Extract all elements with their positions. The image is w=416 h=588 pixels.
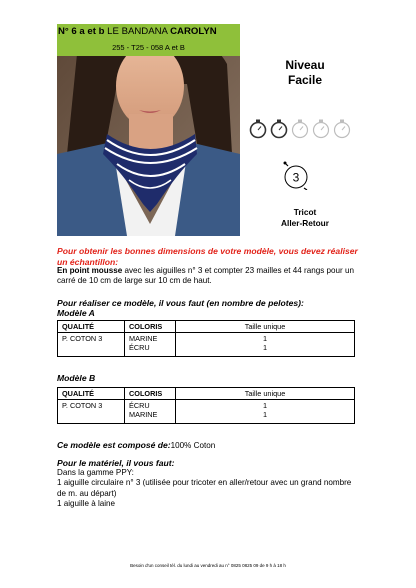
materials-needle: 1 aiguille circulaire n° 3 (utilisée pour tricoter en aller/retour avec un grand nombre de m. au départ) [57, 478, 352, 498]
difficulty-level [250, 58, 360, 88]
requirements-heading: Pour réaliser ce modèle, il vous faut (en nombre de pelotes): [57, 298, 304, 308]
quantity-cell [176, 333, 355, 357]
model-b-label: Modèle B [57, 373, 96, 383]
quality-cell: P. COTON 3 [58, 333, 125, 357]
gauge-stitch: En point mousse [57, 266, 123, 275]
header-colors: COLORIS [125, 388, 176, 400]
materials-list [57, 468, 362, 509]
colors-cell [125, 400, 176, 424]
materials-heading: Pour le matériel, il vous faut: [57, 458, 175, 468]
quantity-value: 1 [262, 401, 268, 410]
needle-size-value: 3 [292, 170, 300, 185]
gauge-description: avec les aiguilles n° 3 et compter 23 mailles et 44 rangs pour un carré de 10 cm de large sur 10 cm de haut. [57, 266, 355, 286]
pattern-number: N° 6 a et b [58, 26, 105, 37]
header-size: Taille unique [176, 321, 355, 333]
materials-range: Dans la gamme PPY: [57, 468, 134, 477]
header-quality: QUALITÉ [58, 321, 125, 333]
footer-contact: Besoin d'un conseil tél. du lundi au vendredi au n° 0825 0825 09 de 9 h à 18 h [130, 563, 286, 568]
table-row [58, 400, 355, 424]
stopwatch-icon [251, 120, 266, 138]
composition-line [57, 435, 362, 453]
header-colors: COLORIS [125, 321, 176, 333]
gauge-text [57, 266, 362, 287]
table-header-row [58, 388, 355, 400]
quality-cell: P. COTON 3 [58, 400, 125, 424]
stopwatch-icon [314, 120, 329, 138]
stopwatch-icon [293, 120, 308, 138]
difficulty-timers [248, 119, 352, 139]
model-b-table [57, 387, 355, 424]
technique-line1: Tricot [293, 207, 317, 217]
needle-size-icon [282, 160, 310, 190]
model-a-label: Modèle A [57, 308, 95, 318]
header-quality: QUALITÉ [58, 388, 125, 400]
stopwatch-icon [272, 120, 287, 138]
technique-label [250, 207, 360, 228]
materials-wool-needle: 1 aiguille à laine [57, 498, 116, 508]
header-size: Taille unique [176, 388, 355, 400]
pattern-name-bold: CAROLYN [170, 26, 217, 37]
pattern-title-bar [57, 24, 240, 40]
color-name: ÉCRU [129, 401, 150, 410]
color-name: MARINE [129, 410, 158, 419]
composition-value: 100% Coton [170, 441, 216, 450]
gauge-heading: Pour obtenir les bonnes dimensions de votre modèle, vous devez réaliser un échantillon: [57, 246, 358, 267]
table-row [58, 333, 355, 357]
quantity-value: 1 [262, 410, 268, 419]
color-name: ÉCRU [129, 343, 150, 352]
technique-line2: Aller-Retour [281, 217, 329, 228]
model-a-table [57, 320, 355, 357]
reference-bar: 255 - T25 - 058 A et B [57, 40, 240, 56]
quantity-cell [176, 400, 355, 424]
pattern-name: LE BANDANA [104, 26, 171, 37]
stopwatch-icon [335, 120, 350, 138]
composition-label: Ce modèle est composé de: [57, 440, 171, 450]
quantity-value: 1 [262, 343, 268, 352]
color-name: MARINE [129, 334, 158, 343]
table-header-row [58, 321, 355, 333]
level-value: Facile [287, 73, 323, 87]
colors-cell [125, 333, 176, 357]
needle-circle-icon [282, 160, 310, 190]
timer-icons [248, 119, 352, 139]
quantity-value: 1 [262, 334, 268, 343]
level-label: Niveau [285, 58, 325, 72]
